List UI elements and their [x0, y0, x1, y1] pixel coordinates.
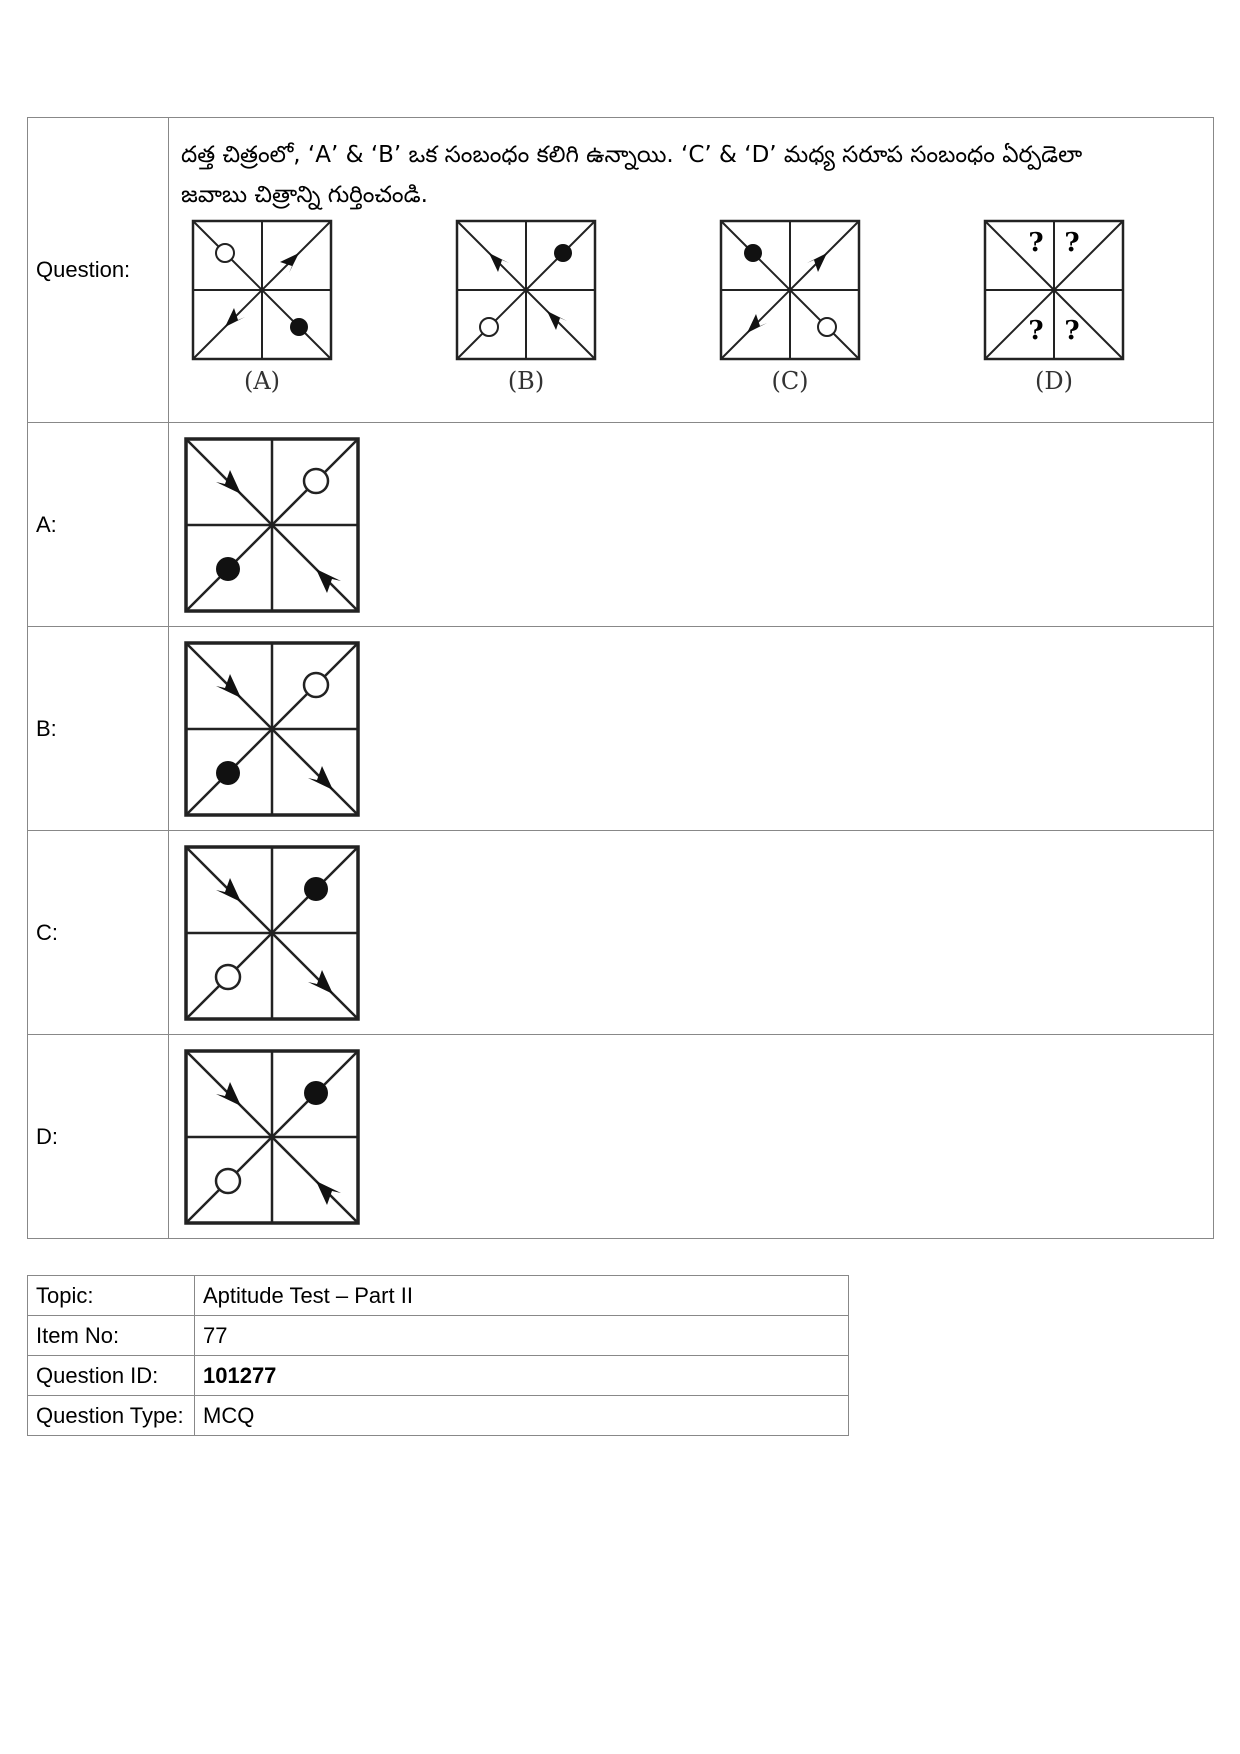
- figure-caption-b: (B): [507, 367, 545, 395]
- meta-row-qid: [28, 1356, 849, 1396]
- question-id-value: 101277: [195, 1356, 849, 1396]
- question-figures: [169, 215, 1213, 415]
- option-content-d: [169, 1035, 1214, 1239]
- meta-row-item: [28, 1316, 849, 1356]
- question-row: [28, 118, 1214, 423]
- question-figure-b: [451, 215, 601, 365]
- option-figure-c[interactable]: [183, 844, 361, 1022]
- question-content: [169, 118, 1214, 423]
- question-figure-c: [715, 215, 865, 365]
- question-id-label: Question ID:: [28, 1356, 195, 1396]
- option-label-d: D:: [28, 1035, 169, 1239]
- question-type-label: Question Type:: [28, 1396, 195, 1436]
- question-type-value: MCQ: [195, 1396, 849, 1436]
- item-label: Item No:: [28, 1316, 195, 1356]
- option-row-b: [28, 627, 1214, 831]
- question-text: దత్త చిత్రంలో, ‘A’ & ‘B’ ఒక సంబంధం కలిగి ఉన్నాయి. ‘C’ & ‘D’ మధ్య సరూప సంబంధం ఏర్పడెలా జవాబు చిత్రాన్ని గుర్తించండి.: [181, 142, 1083, 208]
- figure-caption-c: (C): [771, 367, 809, 395]
- option-label-b: B:: [28, 627, 169, 831]
- question-mark: ?: [1064, 316, 1080, 346]
- question-figure-a: [187, 215, 337, 365]
- option-label-a: A:: [28, 423, 169, 627]
- question-table: [27, 117, 1214, 1239]
- question-mark: ?: [1028, 316, 1044, 346]
- topic-label: Topic:: [28, 1276, 195, 1316]
- meta-row-topic: [28, 1276, 849, 1316]
- option-content-b: [169, 627, 1214, 831]
- question-mark: ?: [1028, 228, 1044, 258]
- option-content-c: [169, 831, 1214, 1035]
- option-label-c: C:: [28, 831, 169, 1035]
- option-figure-b[interactable]: [183, 640, 361, 818]
- figure-caption-d: (D): [1035, 367, 1073, 395]
- option-row-d: [28, 1035, 1214, 1239]
- option-figure-a[interactable]: [183, 436, 361, 614]
- question-mark: ?: [1064, 228, 1080, 258]
- topic-value: Aptitude Test – Part II: [195, 1276, 849, 1316]
- meta-row-type: [28, 1396, 849, 1436]
- figure-caption-a: (A): [243, 367, 281, 395]
- option-row-a: [28, 423, 1214, 627]
- option-row-c: [28, 831, 1214, 1035]
- metadata-table: [27, 1275, 849, 1436]
- item-value: 77: [195, 1316, 849, 1356]
- question-figure-d: [979, 215, 1129, 365]
- option-content-a: [169, 423, 1214, 627]
- option-figure-d[interactable]: [183, 1048, 361, 1226]
- question-label: Question:: [28, 118, 169, 423]
